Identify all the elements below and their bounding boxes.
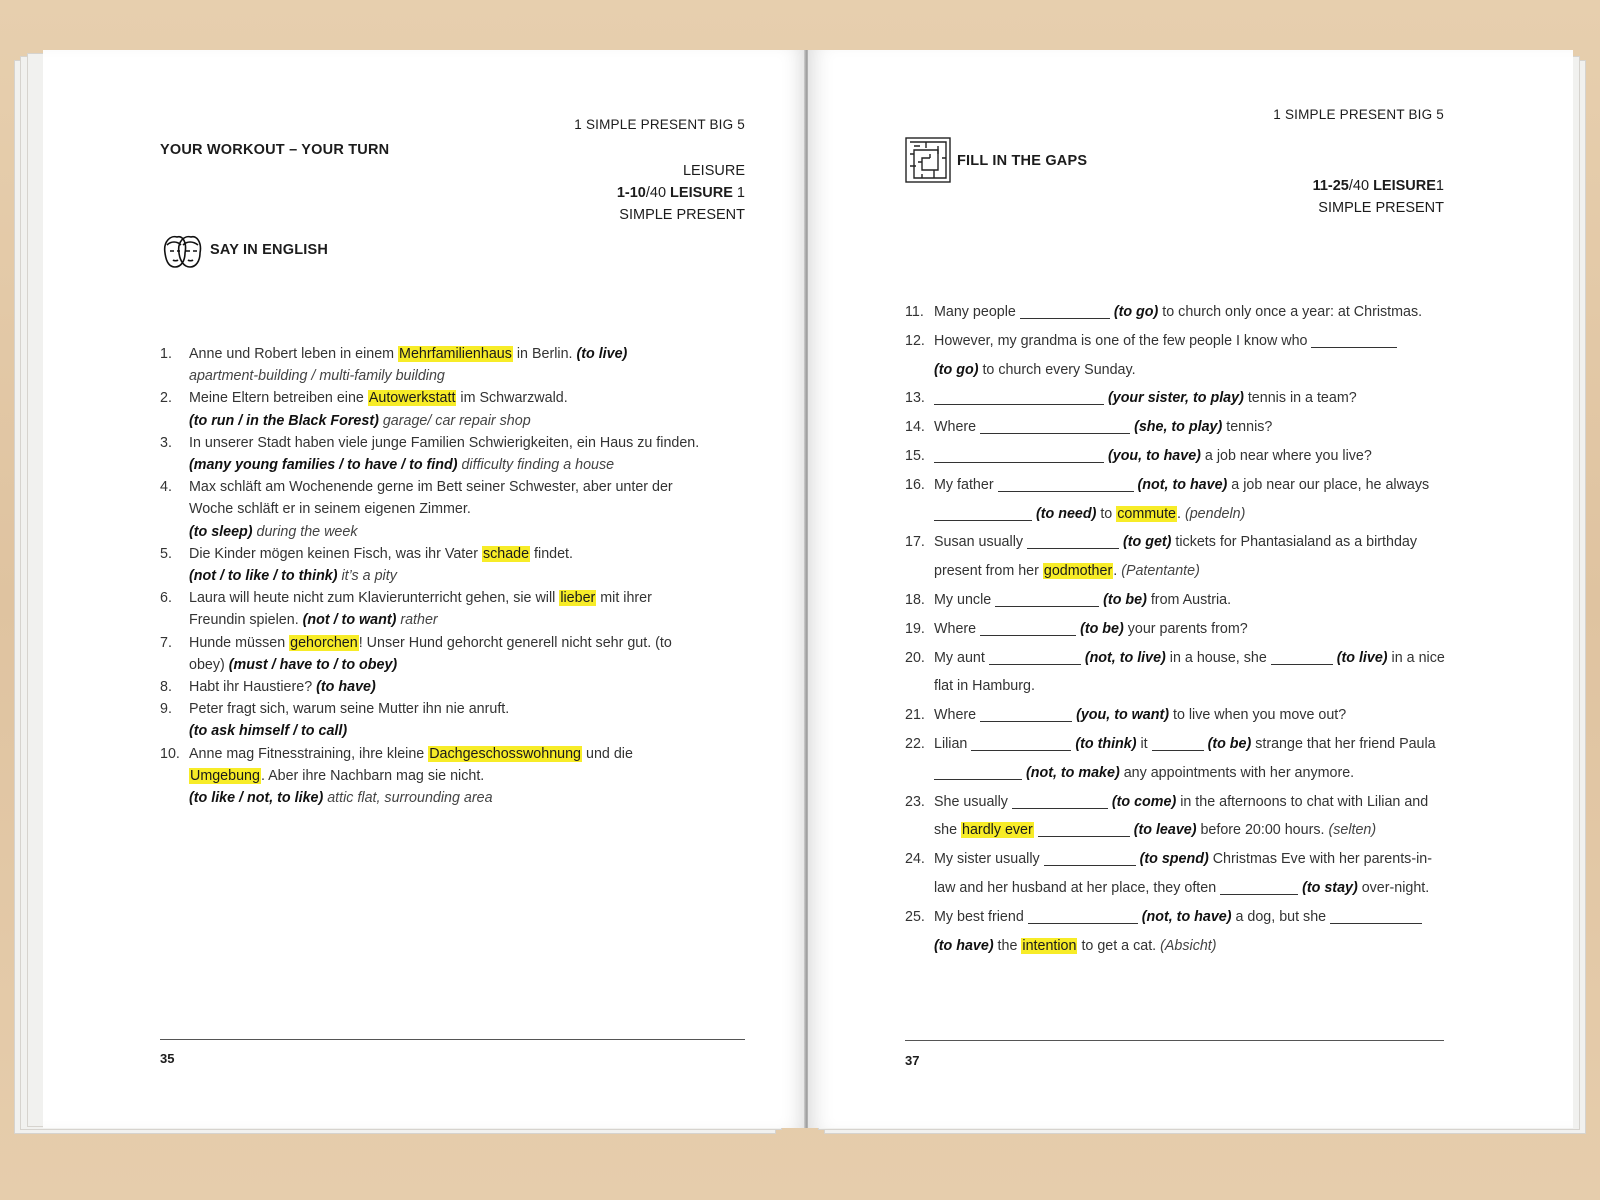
item-text: Where [934, 419, 981, 436]
list-item [905, 528, 1445, 586]
running-header: 1 SIMPLE PRESENT BIG 5 [1273, 107, 1444, 122]
item-text: a job near our place, he always [1227, 476, 1430, 493]
answer-blank[interactable] [995, 592, 1099, 607]
item-hint: (she, to play) [1134, 419, 1223, 436]
item-text: to live when you move out? [1169, 707, 1347, 724]
list-item [905, 788, 1445, 846]
item-text: My uncle [934, 591, 996, 608]
item-hint: (to sleep) [189, 523, 253, 540]
list-item [905, 701, 1445, 730]
exercise-list [160, 343, 700, 809]
item-text: tickets for Phantasialand as a birthday present from her [934, 534, 1417, 580]
page-number: 35 [160, 1051, 175, 1066]
item-hint: (to run / in the Black Forest) [189, 412, 379, 429]
item-text: tennis in a team? [1243, 390, 1357, 407]
meta-line [1144, 175, 1444, 197]
list-item [905, 384, 1445, 413]
item-text: the [993, 937, 1022, 954]
list-item [905, 442, 1445, 471]
exercise-title: SAY IN ENGLISH [210, 242, 329, 258]
highlighted-word: godmother [1043, 563, 1113, 580]
meta-num: 1 [1435, 178, 1444, 194]
answer-blank[interactable] [980, 707, 1072, 722]
list-item [905, 298, 1445, 327]
item-hint: (many young families / to have / to find) [189, 457, 458, 474]
item-text: in the afternoons to chat with Lilian and she [934, 793, 1429, 839]
item-vocab: attic flat, surrounding area [323, 790, 493, 807]
item-text: in a nice flat in Hamburg. [934, 649, 1445, 695]
answer-blank[interactable] [1028, 908, 1138, 923]
item-number: 14. [905, 419, 925, 436]
gap-fill-list [905, 298, 1445, 960]
item-hint: (not, to live) [1084, 649, 1166, 666]
item-text: Many people [934, 304, 1020, 320]
item-number: 25. [905, 908, 925, 925]
answer-blank[interactable] [980, 620, 1076, 635]
item-number: 5. [160, 545, 172, 562]
item-number: 10. [160, 745, 180, 762]
item-vocab: difficulty finding a house [457, 457, 615, 474]
item-text: My best friend [934, 908, 1028, 925]
item-text: My father [934, 476, 998, 493]
highlighted-word: intention [1022, 937, 1077, 954]
item-text: to church every Sunday. [978, 361, 1136, 378]
item-text: Max schläft am Wochenende gerne im Bett seiner Schwester, aber unter der Woche schläft er in seinem eigenen Zimmer. [189, 479, 673, 518]
item-hint: (to have) [934, 937, 994, 954]
answer-blank[interactable] [934, 505, 1032, 520]
item-vocab: during the week [252, 523, 358, 540]
item-text: in a house, she [1165, 649, 1271, 666]
item-vocab: apartment-building / multi-family building [189, 368, 445, 385]
item-text: However, my grandma is one of the few people I know who [934, 332, 1312, 349]
item-number: 18. [905, 591, 925, 608]
item-text: tennis? [1222, 419, 1273, 436]
item-hint: (to ask himself / to call) [189, 723, 348, 740]
answer-blank[interactable] [1020, 304, 1110, 319]
maze-icon [905, 137, 951, 188]
footer-rule [160, 1039, 745, 1040]
item-hint: (to stay) [1302, 879, 1358, 896]
highlighted-word: gehorchen [290, 634, 358, 651]
item-text: mit ihrer Freundin spielen. [189, 590, 652, 629]
item-text: She usually [934, 793, 1012, 810]
item-text: ! Unser Hund gehorcht generell nicht sehr gut. (to obey) [189, 634, 672, 673]
item-hint: (to be) [1080, 620, 1124, 637]
two-faces-icon [161, 233, 203, 276]
answer-blank[interactable] [989, 649, 1081, 664]
item-hint: (to spend) [1139, 851, 1209, 868]
item-text: Meine Eltern betreiben eine [189, 390, 368, 407]
list-item [160, 476, 700, 543]
highlighted-word: Mehrfamilienhaus [399, 346, 512, 362]
item-text: from Austria. [1146, 591, 1232, 608]
item-number: 6. [160, 590, 172, 607]
list-item [905, 730, 1445, 788]
item-vocab: it’s a pity [337, 568, 397, 585]
meta-line: LEISURE [682, 163, 745, 179]
item-number: 21. [905, 707, 925, 724]
answer-blank[interactable] [1271, 649, 1333, 664]
item-hint: (to be) [1103, 591, 1147, 608]
item-number: 20. [905, 649, 925, 666]
highlighted-word: Dachgeschosswohnung [429, 745, 582, 762]
item-text: My sister usually [934, 851, 1044, 868]
item-text: a dog, but she [1231, 908, 1331, 925]
page-number: 37 [905, 1053, 920, 1068]
item-number: 15. [905, 447, 925, 464]
item-text: Peter fragt sich, warum seine Mutter ihn nie anruft. [189, 701, 510, 718]
item-vocab: rather [396, 612, 438, 629]
highlighted-word: Umgebung [190, 767, 260, 784]
item-number: 1. [160, 346, 172, 362]
answer-blank[interactable] [998, 476, 1134, 491]
item-text: before 20:00 hours. [1196, 822, 1329, 839]
item-text: und die [582, 745, 633, 762]
item-number: 22. [905, 735, 925, 752]
item-vocab: (Patentante) [1121, 563, 1200, 580]
item-number: 9. [160, 701, 172, 718]
answer-blank[interactable] [1330, 908, 1422, 923]
right-page [808, 50, 1573, 1128]
answer-blank[interactable] [1027, 534, 1119, 549]
answer-blank[interactable] [1152, 736, 1204, 751]
item-hint: (your sister, to play) [1107, 390, 1244, 407]
item-text: in Berlin. [512, 346, 577, 362]
item-text: findet. [530, 545, 573, 562]
item-text: Lilian [934, 735, 972, 752]
item-vocab: (Absicht) [1160, 937, 1217, 954]
meta-line: SIMPLE PRESENT [1318, 200, 1444, 216]
item-hint: (to live) [576, 346, 628, 362]
item-hint: (not / to want) [302, 612, 397, 629]
item-text: . [1177, 505, 1185, 522]
item-vocab: garage/ car repair shop [378, 412, 531, 429]
answer-blank[interactable] [934, 390, 1104, 405]
item-number: 16. [905, 476, 925, 493]
item-hint: (to go) [1113, 304, 1159, 320]
item-text: Anne und Robert leben in einem [189, 346, 399, 362]
list-item [160, 632, 700, 676]
item-hint: (to be) [1207, 735, 1252, 752]
item-text: . [1113, 563, 1122, 580]
item-text: Die Kinder mögen keinen Fisch, was ihr Vater [189, 545, 482, 562]
item-hint: (to leave) [1133, 822, 1197, 839]
section-title: YOUR WORKOUT – YOUR TURN [160, 142, 390, 158]
list-item [905, 586, 1445, 615]
item-number: 3. [160, 434, 172, 451]
item-text: Where [934, 620, 981, 637]
item-text: My aunt [934, 649, 989, 666]
list-item [905, 615, 1445, 644]
highlighted-word: lieber [560, 590, 596, 607]
item-text: Hunde müssen [189, 634, 290, 651]
meta-topic: LEISURE [666, 185, 733, 201]
item-hint: (not, to have) [1141, 908, 1232, 925]
item-number: 24. [905, 851, 925, 868]
meta-total: /40 [645, 185, 667, 201]
item-text: your parents from? [1123, 620, 1248, 637]
item-hint: (to live) [1336, 649, 1388, 666]
list-item [160, 587, 700, 631]
meta-total: /40 [1348, 178, 1370, 194]
list-item [160, 543, 700, 587]
list-item [905, 903, 1445, 961]
item-text: any appointments with her anymore. [1119, 764, 1355, 781]
item-number: 19. [905, 620, 925, 637]
item-text: Laura will heute nicht zum Klavierunterricht gehen, sie will [189, 590, 560, 607]
meta-range: 11-25 [1312, 178, 1349, 194]
list-item [160, 432, 700, 476]
item-number: 2. [160, 390, 172, 407]
item-vocab: (selten) [1328, 822, 1377, 839]
item-text: to church only once a year: at Christmas. [1158, 304, 1423, 320]
item-text: to get a cat. [1077, 937, 1161, 954]
answer-blank[interactable] [1012, 793, 1108, 808]
item-hint: (to get) [1122, 534, 1172, 551]
item-hint: (not, to have) [1137, 476, 1228, 493]
item-text: strange that her friend Paula [1251, 735, 1436, 752]
item-number: 13. [905, 390, 925, 407]
item-hint: (you, to have) [1107, 447, 1201, 464]
answer-blank[interactable] [934, 448, 1104, 463]
answer-blank[interactable] [1311, 333, 1397, 348]
running-header: 1 SIMPLE PRESENT BIG 5 [574, 117, 745, 132]
exercise-title: FILL IN THE GAPS [957, 153, 1088, 169]
list-item [905, 327, 1445, 385]
item-number: 11. [905, 304, 924, 320]
highlighted-word: commute [1117, 505, 1177, 522]
item-text: Anne mag Fitnesstraining, ihre kleine [189, 745, 429, 762]
item-text: Christmas Eve with her parents-in-law and her husband at her place, they often [934, 851, 1432, 896]
item-number: 12. [905, 332, 925, 349]
list-item [160, 343, 700, 387]
answer-blank[interactable] [1220, 880, 1298, 895]
item-text: Habt ihr Haustiere? [189, 679, 317, 696]
list-item [905, 413, 1445, 442]
item-number: 23. [905, 793, 925, 810]
answer-blank[interactable] [971, 736, 1071, 751]
item-hint: (to come) [1111, 793, 1177, 810]
item-hint: (to go) [934, 361, 979, 378]
item-hint: (to think) [1075, 735, 1137, 752]
item-number: 8. [160, 679, 172, 696]
list-item [160, 387, 700, 431]
item-text: im Schwarzwald. [456, 390, 568, 407]
answer-blank[interactable] [1044, 851, 1136, 866]
footer-rule [905, 1040, 1444, 1041]
item-hint: (you, to want) [1076, 707, 1169, 724]
item-number: 17. [905, 534, 925, 551]
list-item [160, 743, 700, 810]
item-hint: (not, to make) [1025, 764, 1120, 781]
topic-meta [1144, 175, 1444, 219]
meta-line: SIMPLE PRESENT [619, 207, 745, 223]
item-text: . Aber ihre Nachbarn mag sie nicht. [260, 767, 485, 784]
item-number: 7. [160, 634, 172, 651]
meta-range: 1-10 [616, 185, 646, 201]
meta-num: 1 [732, 185, 745, 201]
highlighted-word: schade [482, 545, 530, 562]
item-hint: (to have) [316, 679, 376, 696]
left-page [43, 50, 807, 1128]
item-number: 4. [160, 479, 172, 496]
item-vocab: (pendeln) [1184, 505, 1246, 522]
list-item [160, 698, 700, 742]
answer-blank[interactable] [1038, 822, 1130, 837]
item-hint: (to need) [1035, 505, 1097, 522]
item-hint: (not / to like / to think) [189, 568, 338, 585]
topic-meta [443, 160, 745, 226]
list-item [160, 676, 700, 698]
item-text: over-night. [1357, 879, 1430, 896]
answer-blank[interactable] [980, 419, 1130, 434]
list-item [905, 471, 1445, 529]
item-text: Susan usually [934, 534, 1027, 551]
list-item [905, 644, 1445, 702]
list-item [905, 845, 1445, 903]
item-text: to [1096, 505, 1117, 522]
item-text: Where [934, 707, 981, 724]
highlighted-word: hardly ever [962, 822, 1033, 839]
answer-blank[interactable] [934, 764, 1022, 779]
item-text: In unserer Stadt haben viele junge Familien Schwierigkeiten, ein Haus zu finden. [189, 434, 700, 451]
item-hint: (must / have to / to obey) [228, 656, 398, 673]
highlighted-word: Autowerkstatt [368, 390, 456, 407]
item-hint: (to like / not, to like) [189, 790, 324, 807]
item-text: a job near where you live? [1200, 447, 1372, 464]
meta-topic: LEISURE [1369, 178, 1436, 194]
meta-line [443, 182, 745, 204]
item-text: it [1136, 735, 1152, 752]
